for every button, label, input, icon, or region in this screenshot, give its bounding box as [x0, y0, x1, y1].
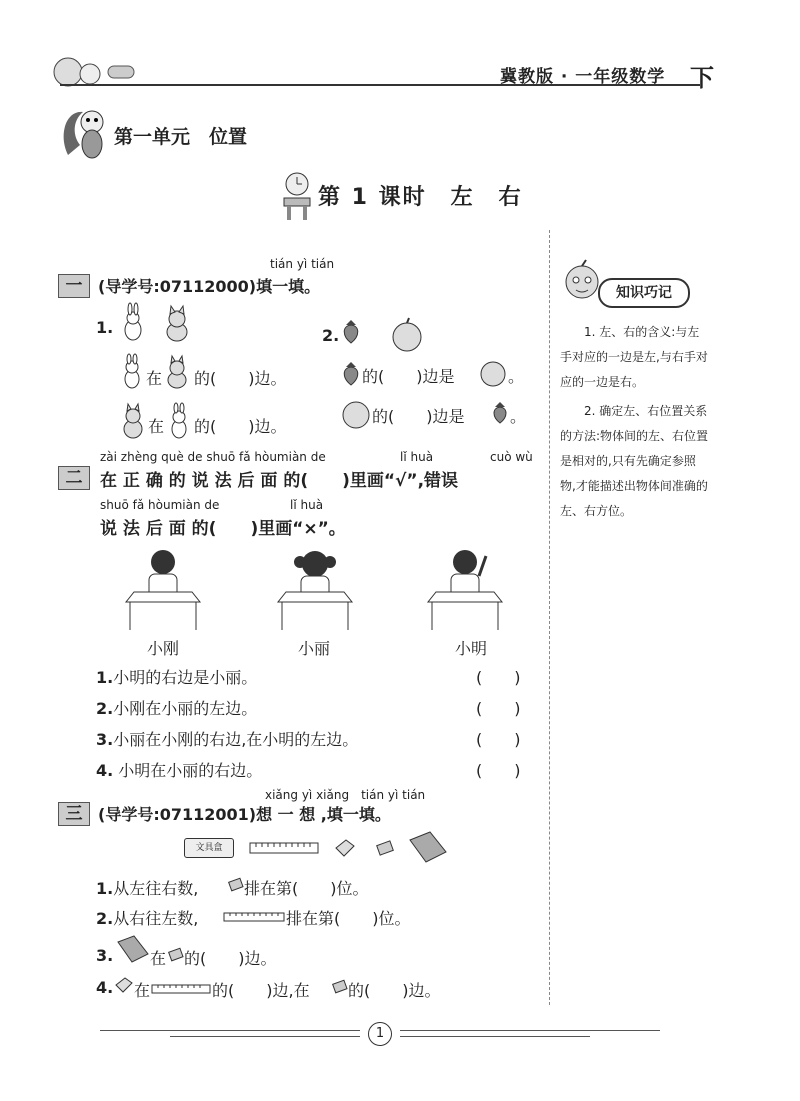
sharpener-icon [332, 980, 348, 994]
section2-badge: 二 [58, 466, 90, 490]
judge-item-3: 3.小丽在小刚的右边,在小明的左边。 [96, 730, 359, 749]
footer-rule-right [400, 1030, 660, 1031]
child-name: 小刚 [147, 639, 180, 658]
rabbit-icon [166, 404, 192, 440]
column-divider [549, 230, 550, 1005]
q1-number: 1. [96, 318, 114, 337]
apple-icon [340, 398, 372, 430]
knowledge-point-2: 2. 确定左、右位置关系的方法:物体间的左、右位置是相对的,只有先确定参照物,才能描述出物体间准确的左、右方位。 [560, 404, 709, 518]
s3-item-3-num: 3. [96, 946, 114, 965]
section2-line1: 在 正 确 的 说 法 后 面 的( )里画“√”,错误 [100, 471, 459, 491]
section1-instruction: (导学号:07112000)填一填。 [98, 277, 321, 296]
s3-item-1: 1.从左往右数, [96, 879, 199, 898]
section1-pinyin: tián yì tián [270, 257, 335, 271]
child-name: 小丽 [298, 639, 331, 658]
answer-paren[interactable]: ( ) [476, 699, 521, 718]
section3-instruction: (导学号:07112001)想 一 想 ,填一填。 [98, 805, 391, 824]
s3-item-1-post: 排在第( )位。 [244, 879, 369, 898]
sharpener-icon [168, 948, 184, 962]
page-number: 1 [368, 1022, 392, 1046]
child-desk-icon [422, 548, 508, 630]
section3-pinyin: xiǎng yì xiǎng tián yì tián [265, 788, 426, 802]
q2a-end: 。 [508, 367, 525, 386]
sharpener-icon [376, 840, 394, 856]
section2-pinyin2: shuō fǎ hòumiàn de [100, 498, 220, 512]
q2-number: 2. [322, 326, 340, 345]
section3-badge: 三 [58, 802, 90, 826]
pencil-box-icon [184, 838, 234, 858]
q1a-text2: 的( )边。 [194, 369, 287, 388]
s3-item-4-post: 的( )边。 [348, 981, 441, 1000]
s3-item-4-num: 4. [96, 978, 114, 997]
pencil-box-label: 文具盒 [195, 843, 223, 853]
s3-item-3-post: 的( )边。 [184, 949, 277, 968]
apple-icon [390, 318, 424, 352]
footer-rule-right [400, 1036, 590, 1037]
knowledge-box [560, 320, 710, 524]
apple-mascot-icon [562, 260, 602, 308]
s3-item-4-mid: 的( )边,在 [212, 981, 310, 1000]
s3-item-2: 2.从右往左数, [96, 909, 199, 928]
answer-paren[interactable]: ( ) [476, 761, 521, 780]
book-icon [116, 934, 150, 964]
eraser-icon [114, 976, 134, 994]
strawberry-icon [490, 400, 510, 424]
apple-icon [478, 358, 508, 388]
knowledge-point-1: 1. 左、右的含义:与左手对应的一边是左,与右手对应的一边是右。 [560, 325, 708, 389]
book-icon [408, 830, 448, 864]
ruler-icon [224, 912, 286, 922]
section2-pinyin2b: lǐ huà [290, 498, 324, 512]
squirrel-mascot-icon [58, 100, 110, 162]
footer-rule-left [170, 1036, 360, 1037]
child-desk-icon [272, 548, 358, 630]
section2-line2: 说 法 后 面 的( )里画“×”。 [100, 519, 346, 539]
header-volume: 下 [690, 64, 714, 92]
cat-icon [160, 306, 194, 342]
s3-item-3-mid: 在 [150, 949, 167, 968]
section2-pinyin1b: lǐ huà [400, 450, 434, 464]
section2-pinyin1c: cuò wù [490, 450, 533, 464]
ruler-icon [250, 842, 320, 854]
eraser-icon [334, 838, 356, 858]
lesson-title: 第 1 课时 左 右 [318, 185, 523, 210]
judge-item-4: 4. 小明在小丽的右边。 [96, 761, 263, 780]
answer-paren[interactable]: ( ) [476, 730, 521, 749]
unit-title: 第一单元 位置 [114, 126, 248, 148]
judge-item-1: 1.小明的右边是小丽。 [96, 668, 258, 687]
child-desk-icon [120, 548, 206, 630]
clock-desk-icon [280, 170, 314, 222]
child-name: 小明 [455, 639, 488, 658]
q2b-end: 。 [510, 407, 527, 426]
strawberry-icon [340, 360, 362, 386]
rabbit-icon [118, 356, 146, 390]
q2b-text: 的( )边是 [372, 407, 465, 426]
q1b-text1: 在 [148, 417, 165, 436]
header-edition: 冀教版 · 一年级数学 [500, 67, 666, 87]
cat-icon [118, 404, 148, 440]
q2a-text: 的( )边是 [362, 367, 455, 386]
footer-rule-left [100, 1030, 360, 1031]
q1a-text1: 在 [146, 369, 163, 388]
knowledge-title: 知识巧记 [598, 278, 690, 308]
section2-pinyin1: zài zhèng què de shuō fǎ hòumiàn de [100, 450, 326, 464]
rabbit-icon [118, 306, 148, 342]
section1-badge: 一 [58, 274, 90, 298]
q1b-text2: 的( )边。 [194, 417, 287, 436]
judge-item-2: 2.小刚在小丽的左边。 [96, 699, 258, 718]
cat-icon [162, 356, 192, 390]
answer-paren[interactable]: ( ) [476, 668, 521, 687]
strawberry-icon [340, 318, 362, 344]
sharpener-icon [228, 878, 244, 892]
s3-item-2-post: 排在第( )位。 [286, 909, 411, 928]
s3-item-4-pre: 在 [134, 981, 151, 1000]
ruler-icon [152, 984, 212, 994]
